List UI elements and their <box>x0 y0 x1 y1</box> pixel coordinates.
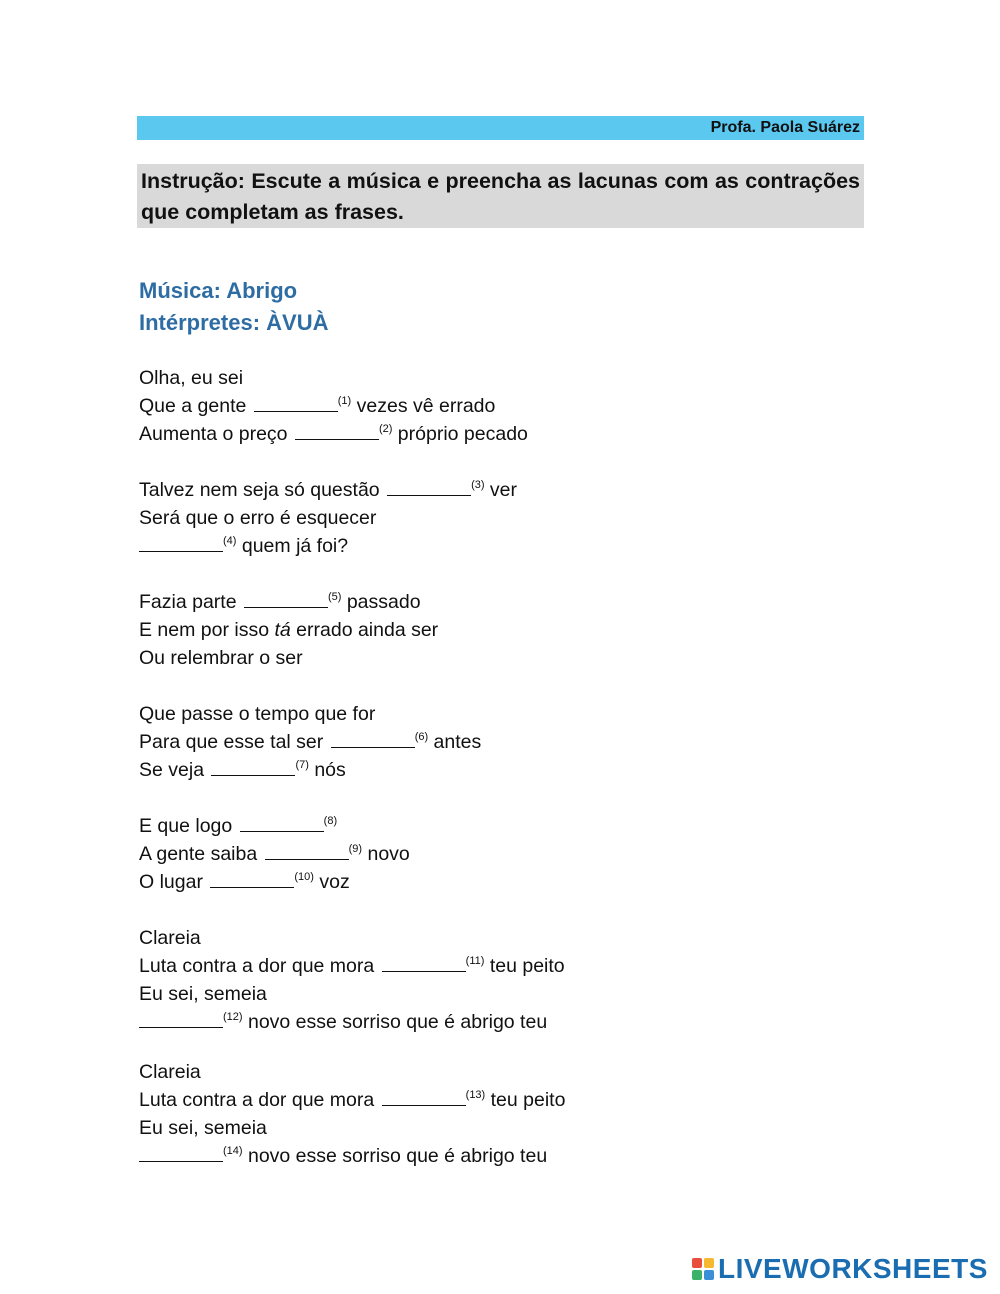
lyric-text: E que logo <box>139 815 238 837</box>
lyric-text: Que passe o tempo que for <box>139 703 376 725</box>
lyric-text: Será que o erro é esquecer <box>139 507 377 529</box>
liveworksheets-logo-icon <box>692 1258 714 1280</box>
blank-number: (4) <box>223 535 237 547</box>
blank-5[interactable] <box>244 589 328 608</box>
song-title: Música: Abrigo <box>139 278 298 303</box>
lyric-text: Que a gente <box>139 395 252 417</box>
lyric-text: vezes vê errado <box>351 395 496 417</box>
lyric-text: antes <box>428 731 482 753</box>
lyric-text: voz <box>313 871 350 893</box>
blank-number: (9) <box>348 843 363 855</box>
lyric-line <box>139 756 565 784</box>
blank-number: (8) <box>323 815 338 827</box>
logo-square <box>692 1270 702 1280</box>
lyric-text: quem já foi? <box>236 535 349 557</box>
blank-11[interactable] <box>382 953 466 972</box>
lyric-text: passado <box>341 591 421 613</box>
blank-8[interactable] <box>240 813 324 832</box>
lyric-line <box>139 1086 565 1114</box>
lyric-text: Para que esse tal ser <box>139 731 329 753</box>
lyric-line <box>139 1008 565 1036</box>
lyric-text: teu peito <box>484 955 565 977</box>
lyric-line <box>139 504 565 532</box>
logo-square <box>704 1270 714 1280</box>
lyric-line <box>139 364 565 392</box>
blank-4[interactable] <box>139 533 223 552</box>
lyric-text: novo esse sorriso que é abrigo teu <box>242 1145 548 1167</box>
instruction-box <box>137 164 864 228</box>
logo-text: LIVEWORKSHEETS <box>718 1253 988 1284</box>
lyric-line <box>139 644 565 672</box>
lyric-text: Luta contra a dor que mora <box>139 1089 380 1111</box>
lyric-line <box>139 532 565 560</box>
lyric-italic: tá <box>274 619 291 641</box>
lyric-line <box>139 476 565 504</box>
stanza-gap <box>139 448 565 476</box>
blank-number: (11) <box>465 955 485 967</box>
blank-number: (1) <box>337 395 352 407</box>
lyric-line <box>139 420 565 448</box>
lyric-line <box>139 812 565 840</box>
lyric-text: novo <box>362 843 410 865</box>
song-artist: Intérpretes: ÀVUÀ <box>139 310 329 335</box>
blank-2[interactable] <box>295 421 379 440</box>
lyric-text: O lugar <box>139 871 209 893</box>
blank-3[interactable] <box>387 477 471 496</box>
blank-12[interactable] <box>139 1009 223 1028</box>
blank-number: (3) <box>471 479 485 491</box>
header-bar <box>137 116 864 140</box>
lyric-text: Se veja <box>139 759 210 781</box>
logo-square <box>704 1258 714 1268</box>
lyric-text: teu peito <box>485 1089 566 1111</box>
lyric-line <box>139 840 565 868</box>
lyric-line <box>139 700 565 728</box>
blank-number: (13) <box>465 1089 486 1101</box>
author-name: Profa. Paola Suárez <box>710 119 860 136</box>
stanza-gap <box>139 672 565 700</box>
lyric-text: Ou relembrar o ser <box>139 647 303 669</box>
stanza-gap <box>139 1036 565 1058</box>
instruction-text: Instrução: Escute a música e preencha as lacunas com as contrações que completam as frases. <box>141 169 860 224</box>
lyric-text: Eu sei, semeia <box>139 983 267 1005</box>
stanza-gap <box>139 560 565 588</box>
blank-number: (7) <box>295 759 309 771</box>
lyric-text: Aumenta o preço <box>139 423 293 445</box>
blank-number: (12) <box>223 1011 243 1023</box>
blank-1[interactable] <box>254 393 338 412</box>
stanza-gap <box>139 896 565 924</box>
blank-number: (6) <box>414 731 429 743</box>
lyric-text: A gente saiba <box>139 843 263 865</box>
stanza-gap <box>139 784 565 812</box>
lyric-text: Eu sei, semeia <box>139 1117 267 1139</box>
blank-14[interactable] <box>139 1143 223 1162</box>
lyric-line <box>139 924 565 952</box>
lyric-text: Fazia parte <box>139 591 242 613</box>
lyric-text: ver <box>484 479 518 501</box>
blank-10[interactable] <box>210 869 294 888</box>
blank-number: (2) <box>378 423 393 435</box>
lyric-text: Clareia <box>139 1061 201 1083</box>
blank-number: (14) <box>223 1145 243 1157</box>
lyric-line <box>139 1114 565 1142</box>
lyric-text: Luta contra a dor que mora <box>139 955 380 977</box>
blank-6[interactable] <box>331 729 415 748</box>
liveworksheets-logo[interactable] <box>692 1254 988 1284</box>
lyric-line <box>139 980 565 1008</box>
lyric-text: nós <box>308 759 346 781</box>
lyric-text: Olha, eu sei <box>139 367 244 389</box>
logo-square <box>692 1258 702 1268</box>
blank-number: (5) <box>327 591 342 603</box>
lyric-text: Clareia <box>139 927 201 949</box>
blank-number: (10) <box>294 871 314 883</box>
lyric-line <box>139 952 565 980</box>
blank-13[interactable] <box>382 1087 466 1106</box>
lyrics <box>139 364 565 1170</box>
lyric-text: novo esse sorriso que é abrigo teu <box>242 1011 548 1033</box>
lyric-line <box>139 1142 565 1170</box>
blank-9[interactable] <box>265 841 349 860</box>
lyric-text: próprio pecado <box>392 423 528 445</box>
lyric-line <box>139 1058 565 1086</box>
lyric-line <box>139 868 565 896</box>
lyric-text: E nem por isso <box>139 619 275 641</box>
lyric-line <box>139 588 565 616</box>
lyric-text: errado ainda ser <box>290 619 439 641</box>
lyric-line <box>139 392 565 420</box>
lyric-text: Talvez nem seja só questão <box>139 479 386 501</box>
blank-7[interactable] <box>211 757 295 776</box>
lyric-line <box>139 616 565 644</box>
lyric-line <box>139 728 565 756</box>
